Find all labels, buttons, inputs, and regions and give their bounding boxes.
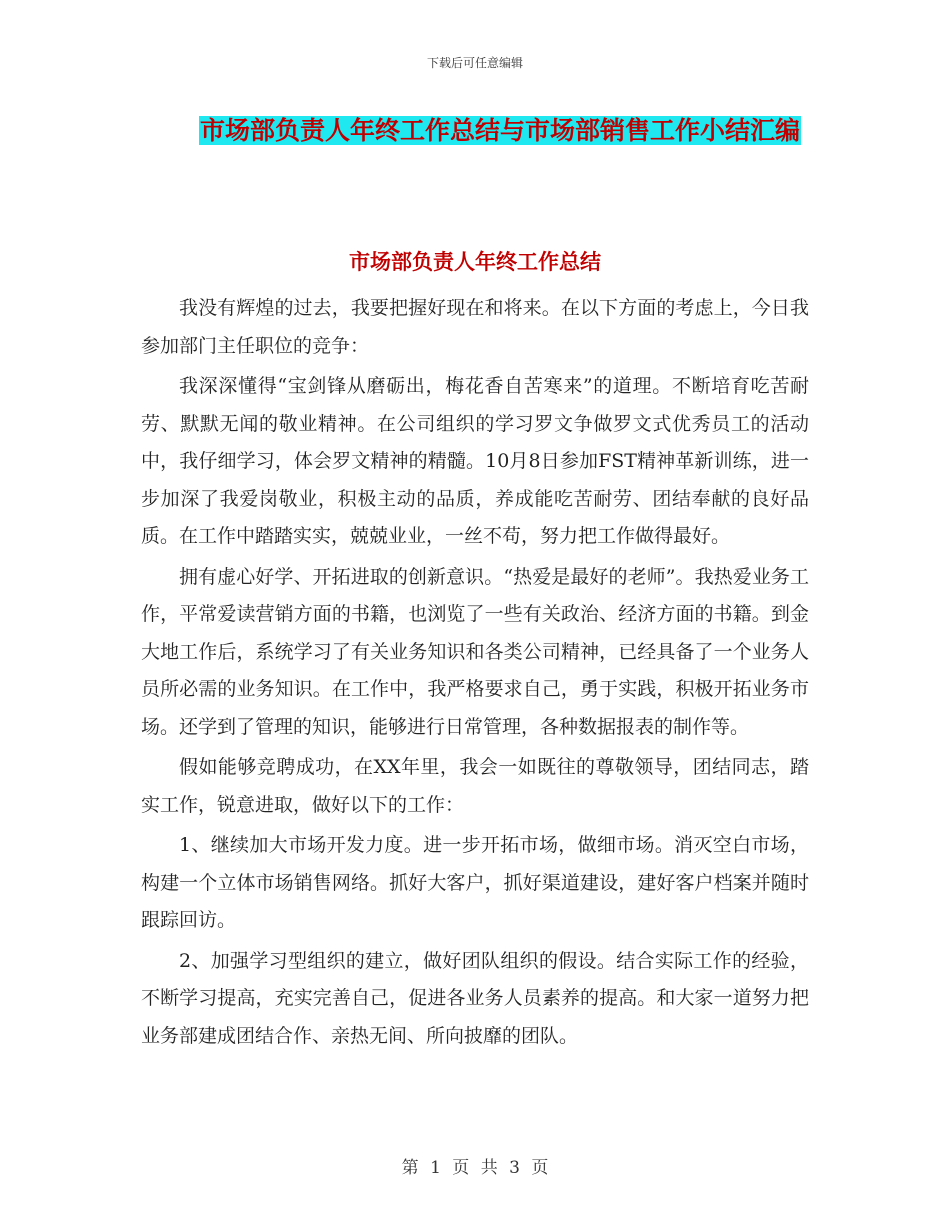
document-body bbox=[141, 290, 809, 1058]
paragraph: 假如能够竞聘成功，在XX年里，我会一如既往的尊敬领导，团结同志，踏实工作，锐意进取，做好以下的工作： bbox=[141, 756, 809, 816]
paragraph: 1、继续加大市场开发力度。进一步开拓市场，做细市场。消灭空白市场，构建一个立体市场销售网络。抓好大客户，抓好渠道建设，建好客户档案并随时跟踪回访。 bbox=[141, 834, 809, 931]
header-note: 下载后可任意编辑 bbox=[426, 56, 523, 70]
document-title bbox=[190, 108, 810, 154]
paragraph: 我没有辉煌的过去，我要把握好现在和将来。在以下方面的考虑上，今日我参加部门主任职位的竞争： bbox=[141, 297, 809, 357]
document-title-text: 市场部负责人年终工作总结与市场部销售工作小结汇编 bbox=[199, 116, 800, 145]
section-subtitle: 市场部负责人年终工作总结 bbox=[349, 249, 601, 274]
paragraph: 拥有虚心好学、开拓进取的创新意识。“热爱是最好的老师”。我热爱业务工作，平常爱读营销方面的书籍，也浏览了一些有关政治、经济方面的书籍。到金大地工作后，系统学习了有关业务知识和各类公司精神，已经具备了一个业务人员所必需的业务知识。在工作中，我严格要求自己，勇于实践，积极开拓业务市场。还学到了管理的知识，能够进行日常管理，各种数据报表的制作等。 bbox=[141, 565, 809, 738]
paragraph: 2、加强学习型组织的建立，做好团队组织的假设。结合实际工作的经验，不断学习提高，充实完善自己，促进各业务人员素养的提高。和大家一道努力把业务部建成团结合作、亲热无间、所向披靡的团队。 bbox=[141, 949, 809, 1047]
page-number: 第 1 页 共 3 页 bbox=[401, 1158, 549, 1178]
paragraph: 我深深懂得“宝剑锋从磨砺出，梅花香自苦寒来”的道理。不断培育吃苦耐劳、默默无闻的敬业精神。在公司组织的学习罗文争做罗文式优秀员工的活动中，我仔细学习，体会罗文精神的精髓。10月8日参加FST精神革新训练，进一步加深了我爱岗敬业，积极主动的品质，养成能吃苦耐劳、团结奉献的良好品质。在工作中踏踏实实，兢兢业业，一丝不苟，努力把工作做得最好。 bbox=[141, 375, 809, 547]
